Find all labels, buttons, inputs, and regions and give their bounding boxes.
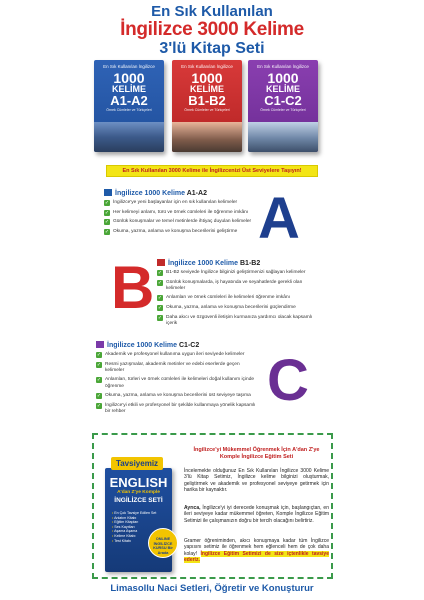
list-item: ✓ İngilizce'ye yeni başlayanlar için en sık kullanılan kelimeler bbox=[104, 200, 238, 206]
promo-book-tagline: A'dan Z'ye Komple bbox=[117, 490, 160, 495]
list-item: ✓ Akademik ve profesyonel kullanıma uygun ileri seviyede kelimeler bbox=[96, 352, 245, 358]
list-item: ✓ Resmi yazışmalar, akademik metinler ve edebi eserlerde geçen kelimeler bbox=[96, 361, 240, 373]
book-number: 1000 bbox=[267, 70, 299, 86]
promo-box bbox=[92, 433, 333, 579]
section-b-title-text: İngilizce 1000 Kelime bbox=[168, 260, 239, 267]
promo-banner: En Sık Kullanılan 3000 Kelime ile İngilizcenizi Üst Seviyelere Taşıyın! bbox=[106, 165, 318, 177]
book-top-text: En Sık Kullanılan İngilizce bbox=[257, 64, 309, 69]
check-icon: ✓ bbox=[157, 305, 163, 312]
big-letter-b: B bbox=[111, 254, 155, 321]
section-c-level: C1-C2 bbox=[179, 342, 200, 349]
list-item: • Test Kitabı bbox=[112, 539, 170, 544]
list-item: • Aşama Aşama bbox=[112, 529, 170, 534]
section-a-list bbox=[104, 200, 254, 239]
big-letter-c: C bbox=[267, 348, 309, 413]
list-item: • Eğitim Kitapları bbox=[112, 520, 170, 525]
list-item: ✓ Daha akıcı ve özgüvenli iletişim kurmanıza yardımcı olacak kapsamlı içerik bbox=[157, 314, 313, 326]
promo-paragraph-2-bold: Ayrıca, bbox=[184, 505, 201, 511]
check-icon: ✓ bbox=[104, 229, 110, 236]
check-icon: ✓ bbox=[104, 209, 110, 216]
book-level: C1-C2 bbox=[264, 93, 302, 108]
header-title: İngilizce 3000 Kelime bbox=[120, 19, 304, 40]
page-header bbox=[0, 0, 424, 60]
check-icon: ✓ bbox=[96, 377, 102, 384]
header-line-1: En Sık Kullanılan bbox=[151, 3, 273, 20]
section-b-list bbox=[157, 270, 317, 331]
promo-paragraph-1: İncelemekte olduğunuz En Sık Kullanılan İngilizce 3000 Kelime 3'lü Kitap Setimiz, İngilizce kelime bilginizi oluşturmak, geliştirmek ve akademik ve profesyonel seviyeye getirmek için harika bir kaynaktır. bbox=[184, 468, 329, 494]
book-icon bbox=[96, 341, 104, 348]
check-icon: ✓ bbox=[104, 219, 110, 226]
promo-heading: İngilizce'yi Mükemmel Öğrenmek İçin A'dan Z'ye Komple İngilizce Eğitim Seti bbox=[193, 447, 320, 460]
list-item: • En Çok Tavsiye Edilen Set bbox=[112, 511, 170, 516]
book-number: 1000 bbox=[191, 70, 223, 86]
list-item: ✓ Her kelimeyi anlamı, türü ve örnek cümleleri ile öğrenme imkânı bbox=[104, 209, 249, 216]
list-item: ✓ İngilizce'yi etkili ve profesyonel bir şekilde kullanmaya yönelik kapsamlı bir rehber bbox=[96, 402, 256, 415]
list-item: ✓ Anlamları ve örnek cümleleri ile kelimeleri öğrenme imkânı bbox=[157, 295, 290, 302]
book-icon bbox=[157, 259, 165, 266]
book-subtitle: Örnek Cümleler ve Türkçeleri bbox=[260, 108, 306, 112]
book-subtitle: Örnek Cümleler ve Türkçeleri bbox=[184, 108, 230, 112]
footer-slogan: Limasollu Naci Setleri, Öğretir ve Konuşturur bbox=[110, 583, 314, 594]
book-kelime: KELİME bbox=[265, 84, 300, 94]
check-icon: ✓ bbox=[157, 314, 163, 321]
check-icon: ✓ bbox=[96, 352, 102, 358]
check-icon: ✓ bbox=[96, 361, 102, 368]
promo-paragraph-2-text: İngilizce'yi iyi derecede konuşmak için, başlangıçtan, en ileri seviyeye kadar mükemmel öğreten, Komple İngilizce Eğitim Setimizi ile çalışmanızın doğru bir tercih olacağını belirtiriz. bbox=[184, 505, 329, 524]
promo-seal-badge: ONLINE İNGİLİZCE KURSU Bir Arada bbox=[148, 528, 178, 558]
book-level: B1-B2 bbox=[188, 93, 226, 108]
book-cover-b1-b2 bbox=[172, 60, 242, 152]
list-item: ✓ Günlük konuşmalar ve temel metinlerde ihtiyaç duyulan kelimeler bbox=[104, 219, 252, 226]
list-item: ✓ Okuma, yazma, anlama ve konuşma becerilerini geliştirme bbox=[104, 229, 238, 236]
big-letter-a: A bbox=[258, 186, 300, 251]
book-city-image bbox=[172, 122, 242, 152]
list-item: ✓ Okuma, yazma, anlama ve konuşma becerilerini üst seviyeye taşıma bbox=[96, 393, 251, 400]
section-b-level: B1-B2 bbox=[240, 260, 261, 267]
book-top-text: En Sık Kullanılan İngilizce bbox=[103, 64, 155, 69]
list-item: • Anlatım Kitabı bbox=[112, 516, 170, 521]
book-city-image bbox=[248, 122, 318, 152]
section-c-title-text: İngilizce 1000 Kelime bbox=[107, 342, 178, 349]
promo-book-kursu: İNGİLİZCE SETİ bbox=[114, 497, 163, 504]
promo-paragraph-2 bbox=[184, 505, 329, 524]
book-icon bbox=[104, 189, 112, 196]
list-item: ✓ Günlük konuşmalarda, iş hayatında ve seyahatlerde gerekli olan kelimeler bbox=[157, 279, 303, 291]
list-item: ✓ Okuma, yazma, anlama ve konuşma becerilerini güçlendirme bbox=[157, 305, 296, 312]
promo-paragraph-3-text: Gramer öğreniminden, akıcı konuşmaya kadar tüm İngilizce yapısını setimiz ile öğrenmek hem eğlenceli hem de çok daha kolay! bbox=[184, 538, 329, 557]
book-subtitle: Örnek Cümleler ve Türkçeleri bbox=[106, 108, 152, 112]
book-top-text: En Sık Kullanılan İngilizce bbox=[181, 64, 233, 69]
promo-ribbon: Tavsiyemiz bbox=[111, 457, 163, 470]
list-item: ✓ Anlamları, türleri ve örnek cümleleri ile kelimeleri doğal kullanım içinde öğrenme bbox=[96, 377, 255, 389]
list-item: • Kelime Kitabı bbox=[112, 534, 170, 539]
section-a-level: A1-A2 bbox=[186, 190, 207, 197]
book-cover-c1-c2 bbox=[248, 60, 318, 152]
promo-paragraph-3 bbox=[184, 538, 329, 564]
section-c-title bbox=[96, 341, 199, 349]
list-item: ✓ B1-B2 seviyede İngilizce bilginizi geliştirmenizi sağlayan kelimeler bbox=[157, 270, 306, 276]
promo-book-title: ENGLISH bbox=[109, 475, 168, 490]
promo-highlight: İngilizce Eğitim Setimizi de size içtenlikle tavsiye ederiz. bbox=[184, 550, 329, 564]
book-number: 1000 bbox=[113, 70, 145, 86]
check-icon: ✓ bbox=[157, 270, 163, 276]
book-kelime: KELİME bbox=[189, 84, 224, 94]
section-b-title bbox=[157, 259, 260, 267]
book-cover-a1-a2 bbox=[94, 60, 164, 152]
list-item: • Ses Kayıtları bbox=[112, 525, 170, 530]
check-icon: ✓ bbox=[96, 393, 102, 400]
check-icon: ✓ bbox=[157, 295, 163, 302]
section-c-list bbox=[96, 352, 256, 419]
book-city-image bbox=[94, 122, 164, 152]
check-icon: ✓ bbox=[96, 402, 102, 409]
book-kelime: KELİME bbox=[111, 84, 146, 94]
section-a-title bbox=[104, 189, 207, 197]
header-line-3: 3'lü Kitap Seti bbox=[159, 40, 265, 57]
book-level: A1-A2 bbox=[110, 93, 148, 108]
check-icon: ✓ bbox=[157, 279, 163, 286]
section-a-title-text: İngilizce 1000 Kelime bbox=[115, 190, 186, 197]
check-icon: ✓ bbox=[104, 200, 110, 206]
